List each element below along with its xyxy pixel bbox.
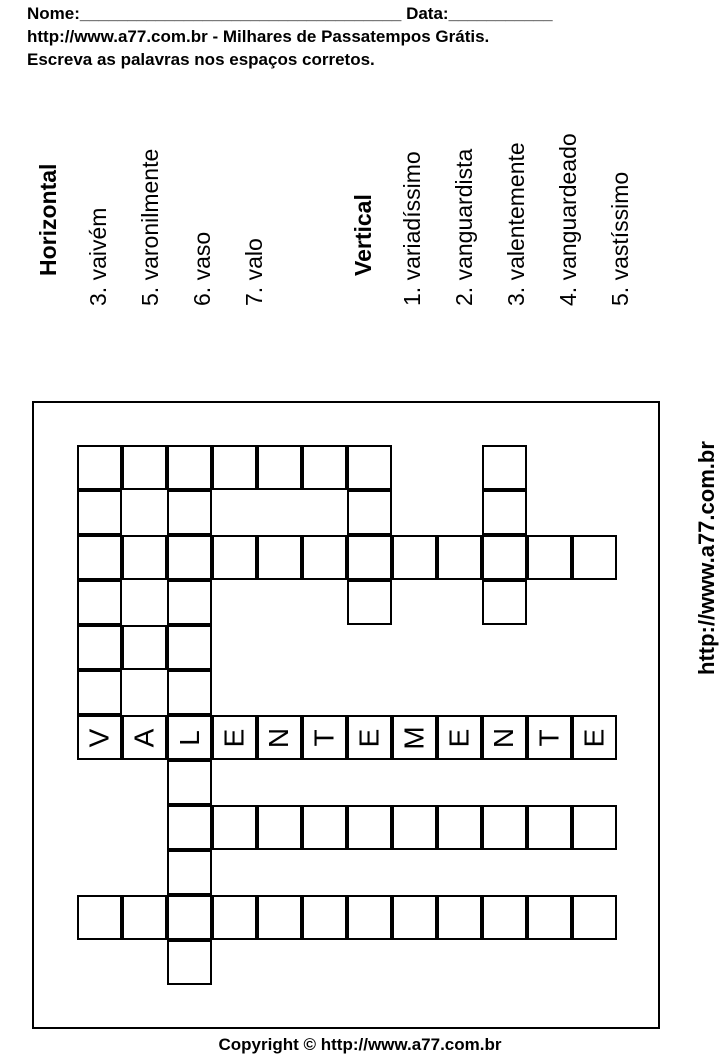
vertical-clue: 4. vanguardeado <box>555 133 581 306</box>
copyright: Copyright © http://www.a77.com.br <box>218 1035 502 1054</box>
crossword-cell[interactable] <box>572 895 617 940</box>
crossword-cell[interactable] <box>257 805 302 850</box>
vertical-clue: 2. vanguardista <box>451 148 477 306</box>
crossword-cell[interactable] <box>122 535 167 580</box>
crossword-cell[interactable] <box>482 805 527 850</box>
crossword-cell[interactable] <box>77 490 122 535</box>
crossword-cell[interactable] <box>212 715 257 760</box>
cell-letter: N <box>488 727 520 748</box>
crossword-cell[interactable] <box>122 445 167 490</box>
cell-letter: T <box>308 728 340 747</box>
side-url: http://www.a77.com.br <box>694 441 719 675</box>
crossword-cell[interactable] <box>77 670 122 715</box>
crossword-cell[interactable] <box>77 625 122 670</box>
crossword-cell[interactable] <box>437 895 482 940</box>
crossword-cell[interactable] <box>167 445 212 490</box>
crossword-cell[interactable] <box>167 490 212 535</box>
cell-letter: A <box>128 728 160 747</box>
crossword-cell[interactable] <box>302 445 347 490</box>
vertical-clue: 1. variadíssimo <box>399 151 425 306</box>
crossword-cell[interactable] <box>482 445 527 490</box>
crossword-cell[interactable] <box>482 715 527 760</box>
horizontal-clue: 3. vaivém <box>85 207 111 306</box>
crossword-cell[interactable] <box>212 895 257 940</box>
cell-letter: E <box>353 728 385 747</box>
crossword-cell[interactable] <box>167 670 212 715</box>
crossword-cell[interactable] <box>347 535 392 580</box>
crossword-cell[interactable] <box>347 715 392 760</box>
crossword-cell[interactable] <box>212 535 257 580</box>
crossword-cell[interactable] <box>122 715 167 760</box>
crossword-cell[interactable] <box>572 715 617 760</box>
crossword-cell[interactable] <box>77 580 122 625</box>
crossword-cell[interactable] <box>527 715 572 760</box>
crossword-cell[interactable] <box>122 895 167 940</box>
crossword-cell[interactable] <box>392 895 437 940</box>
cell-letter: E <box>578 728 610 747</box>
crossword-cell[interactable] <box>77 445 122 490</box>
vertical-title: Vertical <box>350 194 376 276</box>
crossword-cell[interactable] <box>257 895 302 940</box>
crossword-cell[interactable] <box>257 715 302 760</box>
crossword-cell[interactable] <box>482 535 527 580</box>
crossword-cell[interactable] <box>527 895 572 940</box>
crossword-cell[interactable] <box>392 535 437 580</box>
crossword-cell[interactable] <box>347 445 392 490</box>
crossword-cell[interactable] <box>302 805 347 850</box>
crossword-cell[interactable] <box>527 535 572 580</box>
crossword-cell[interactable] <box>347 580 392 625</box>
crossword-cell[interactable] <box>167 805 212 850</box>
crossword-cell[interactable] <box>482 490 527 535</box>
crossword-cell[interactable] <box>482 895 527 940</box>
crossword-cell[interactable] <box>437 715 482 760</box>
crossword-cell[interactable] <box>167 850 212 895</box>
crossword-cell[interactable] <box>527 805 572 850</box>
instruction-line: Escreva as palavras nos espaços corretos. <box>27 50 375 69</box>
cell-letter: V <box>83 728 115 747</box>
cell-letter: T <box>533 728 565 747</box>
crossword-cell[interactable] <box>257 445 302 490</box>
crossword-cell[interactable] <box>392 715 437 760</box>
crossword-cell[interactable] <box>167 535 212 580</box>
cell-letter: E <box>218 728 250 747</box>
horizontal-title: Horizontal <box>35 163 61 276</box>
crossword-cell[interactable] <box>257 535 302 580</box>
crossword-cell[interactable] <box>572 535 617 580</box>
vertical-clue: 3. valentemente <box>503 142 529 306</box>
crossword-cell[interactable] <box>482 580 527 625</box>
site-line: http://www.a77.com.br - Milhares de Passatempos Grátis. <box>27 27 490 46</box>
vertical-clue: 5. vastíssimo <box>607 171 633 306</box>
horizontal-clue: 6. vaso <box>189 231 215 306</box>
name-date-line: Nome:__________________________________ Data:___________ <box>27 4 553 23</box>
crossword-cell[interactable] <box>392 805 437 850</box>
crossword-cell[interactable] <box>572 805 617 850</box>
cell-letter: M <box>398 725 430 750</box>
crossword-cell[interactable] <box>212 445 257 490</box>
crossword-cell[interactable] <box>167 625 212 670</box>
crossword-cell[interactable] <box>437 535 482 580</box>
crossword-cell[interactable] <box>77 715 122 760</box>
crossword-cell[interactable] <box>437 805 482 850</box>
crossword-cell[interactable] <box>167 715 212 760</box>
horizontal-clue: 7. valo <box>241 238 267 306</box>
crossword-cell[interactable] <box>122 625 167 670</box>
crossword-cell[interactable] <box>302 715 347 760</box>
crossword-cell[interactable] <box>347 895 392 940</box>
crossword-cell[interactable] <box>302 535 347 580</box>
crossword-cell[interactable] <box>77 535 122 580</box>
crossword-cell[interactable] <box>347 805 392 850</box>
crossword-cell[interactable] <box>167 940 212 985</box>
crossword-cell[interactable] <box>167 760 212 805</box>
cell-letter: N <box>263 727 295 748</box>
crossword-cell[interactable] <box>347 490 392 535</box>
crossword-cell[interactable] <box>302 895 347 940</box>
horizontal-clue: 5. varonilmente <box>137 148 163 306</box>
cell-letter: L <box>173 729 205 746</box>
cell-letter: E <box>443 728 475 747</box>
crossword-cell[interactable] <box>167 580 212 625</box>
crossword-cell[interactable] <box>77 895 122 940</box>
crossword-cell[interactable] <box>212 805 257 850</box>
crossword-cell[interactable] <box>167 895 212 940</box>
